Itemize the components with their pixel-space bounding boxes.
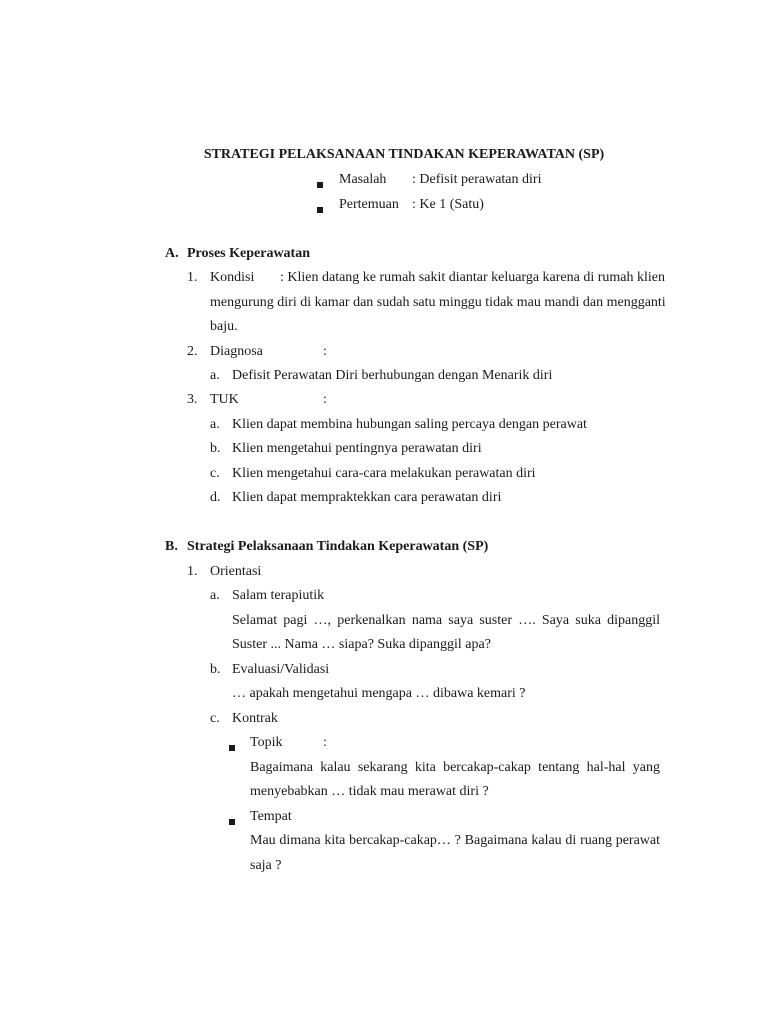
evaluasi-text: … apakah mengetahui mengapa … dibawa kemari ?: [232, 686, 526, 701]
list-number: 2.: [187, 344, 198, 359]
tuk-label: TUK: [210, 392, 239, 407]
list-number: 3.: [187, 392, 198, 407]
page-title: STRATEGI PELAKSANAAN TINDAKAN KEPERAWATAN (SP): [203, 147, 605, 162]
bullet-icon: [317, 176, 323, 194]
kondisi-text: baju.: [210, 319, 238, 334]
orientasi-label: Orientasi: [210, 564, 262, 579]
list-marker: a.: [210, 588, 220, 603]
list-item: Klien mengetahui cara-cara melakukan perawatan diri: [232, 466, 536, 481]
bullet-icon: [229, 739, 235, 757]
list-number: 1.: [187, 564, 198, 579]
bullet-icon: [229, 813, 235, 831]
list-item: Defisit Perawatan Diri berhubungan dengan Menarik diri: [232, 368, 553, 383]
tempat-text: Mau dimana kita bercakap-cakap… ? Bagaimana kalau di ruang perawat: [250, 833, 660, 848]
list-number: 1.: [187, 270, 198, 285]
tempat-label: Tempat: [250, 809, 292, 824]
topik-label: Topik: [250, 735, 283, 750]
section-marker: B.: [165, 539, 178, 554]
list-marker: a.: [210, 417, 220, 432]
evaluasi-label: Evaluasi/Validasi: [232, 662, 330, 677]
section-heading: Strategi Pelaksanaan Tindakan Keperawatan (SP): [187, 539, 489, 554]
salam-label: Salam terapiutik: [232, 588, 325, 603]
list-marker: c.: [210, 711, 220, 726]
diagnosa-colon: :: [323, 344, 327, 359]
meta-label: Pertemuan: [339, 197, 399, 212]
topik-text: Bagaimana kalau sekarang kita bercakap-cakap tentang hal-hal yang: [250, 760, 660, 775]
list-marker: b.: [210, 441, 221, 456]
list-marker: b.: [210, 662, 221, 677]
salam-text: Selamat pagi …, perkenalkan nama saya suster …. Saya suka dipanggil: [232, 613, 660, 628]
kondisi-text: : Klien datang ke rumah sakit diantar keluarga karena di rumah klien: [280, 270, 665, 285]
tuk-colon: :: [323, 392, 327, 407]
list-marker: d.: [210, 490, 221, 505]
list-item: Klien dapat mempraktekkan cara perawatan diri: [232, 490, 502, 505]
list-marker: c.: [210, 466, 220, 481]
list-item: Klien mengetahui pentingnya perawatan diri: [232, 441, 482, 456]
bullet-icon: [317, 201, 323, 219]
topik-colon: :: [323, 735, 327, 750]
tempat-text: saja ?: [250, 858, 282, 873]
section-marker: A.: [165, 246, 179, 261]
meta-label: Masalah: [339, 172, 387, 187]
kondisi-text: mengurung diri di kamar dan sudah satu minggu tidak mau mandi dan mengganti: [210, 295, 666, 310]
meta-value: : Ke 1 (Satu): [412, 197, 484, 212]
topik-text: menyebabkan … tidak mau merawat diri ?: [250, 784, 489, 799]
kondisi-label: Kondisi: [210, 270, 255, 285]
section-heading: Proses Keperawatan: [187, 246, 310, 261]
list-marker: a.: [210, 368, 220, 383]
diagnosa-label: Diagnosa: [210, 344, 263, 359]
list-item: Klien dapat membina hubungan saling percaya dengan perawat: [232, 417, 587, 432]
salam-text: Suster ... Nama … siapa? Suka dipanggil apa?: [232, 637, 491, 652]
kontrak-label: Kontrak: [232, 711, 278, 726]
meta-value: : Defisit perawatan diri: [412, 172, 542, 187]
